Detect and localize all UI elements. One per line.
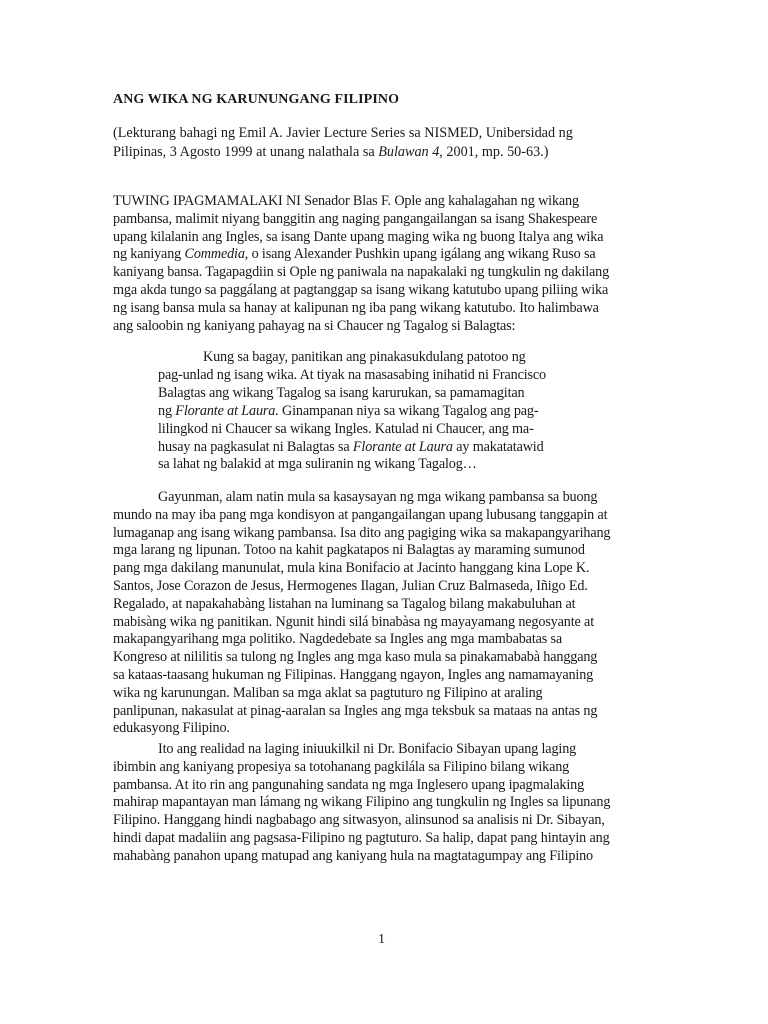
text-line: upang kilalanin ang Ingles, sa isang Dante upang maging wika ng buong Italya ang wika: [113, 228, 604, 245]
text-line: Regalado, at napakahabàng listahan na luminang sa Tagalog bilang makabuluhan at: [113, 595, 576, 612]
paragraph-3: [113, 741, 658, 866]
paragraph-1: [113, 193, 658, 335]
text-line: pambansa. At ito rin ang pangunahing sandata ng mga Inglesero upang ipagmalaking: [113, 776, 585, 793]
text-line: mga larang ng lipunan. Totoo na kahit pagkatapos ni Balagtas ay maraming sumunod: [113, 542, 585, 559]
text-line: mahirap mapantayan man lámang ng wikang Filipino ang tungkulin ng Ingles sa lipunang: [113, 794, 611, 811]
text-line: mundo na may iba pang mga kondisyon at pangangailangan upang lubusang tanggapin at: [113, 506, 608, 523]
text-line: Santos, Jose Corazon de Jesus, Hermogenes Ilagan, Julian Cruz Balmaseda, Iñigo Ed.: [113, 577, 588, 594]
text-line: pang mga dakilang manunulat, mula kina Bonifacio at Jacinto hanggang kina Lope K.: [113, 560, 590, 577]
quote-line: husay na pagkasulat ni Balagtas sa Florante at Laura ay makatatawid: [158, 438, 544, 455]
subtitle-line: Pilipinas, 3 Agosto 1999 at unang nalathala sa Bulawan 4, 2001, mp. 50-63.): [113, 143, 549, 160]
publication-title: Bulawan 4: [378, 143, 440, 160]
quote-line: pag-unlad ng isang wika. At tiyak na masasabing inihatid ni Francisco: [158, 366, 547, 383]
quote-line: sa lahat ng balakid at mga suliranin ng wikang Tagalog…: [158, 456, 477, 473]
text-line: hindi dapat madaliin ang pagsasa-Filipino ng pagtuturo. Sa halip, dapat pang hintayin ang: [113, 829, 610, 846]
quote-line: Balagtas ang wikang Tagalog sa isang karurukan, sa pamamagitan: [158, 384, 525, 401]
text-line: kaniyang bansa. Tagapagdiin si Ople ng paniwala na napakalaki ng tungkulin ng dakilang: [113, 264, 610, 281]
text-line: lumaganap ang isang wikang pambansa. Isa dito ang pagiging wika sa makapangyarihang: [113, 524, 611, 541]
quote-line: lilingkod ni Chaucer sa wikang Ingles. Katulad ni Chaucer, ang ma-: [158, 420, 534, 437]
document-subtitle: [113, 124, 658, 161]
text-line: sa kataas-taasang hukuman ng Filipinas. Hanggang ngayon, Ingles ang namamayaning: [113, 666, 594, 683]
text-line: Kongreso at nililitis sa tulong ng Ingles ang mga kaso mula sa pinakamababà hanggang: [113, 649, 598, 666]
document-title: ANG WIKA NG KARUNUNGANG FILIPINO: [113, 92, 400, 107]
text-line: Ito ang realidad na laging iniuukilkil ni Dr. Bonifacio Sibayan upang laging: [158, 741, 577, 757]
text-line: TUWING IPAGMAMALAKI NI Senador Blas F. Ople ang kahalagahan ng wikang: [113, 193, 579, 209]
text-line: ibimbin ang kaniyang propesiya sa totohanang pagkilála sa Filipino bilang wikang: [113, 758, 570, 775]
text-line: makapangyarihang mga politiko. Nagdedebate sa Ingles ang mga mambabatas sa: [113, 631, 563, 648]
italic-work-title: Florante at Laura.: [175, 402, 279, 419]
italic-work-title: Commedia: [184, 246, 245, 263]
paragraph-2: [113, 489, 658, 738]
page-number: 1: [378, 932, 385, 947]
quote-line: ng Florante at Laura. Ginampanan niya sa wikang Tagalog ang pag-: [158, 402, 539, 419]
quote-line: Kung sa bagay, panitikan ang pinakasukdulang patotoo ng: [203, 349, 526, 365]
text-line: mga akda tungo sa paggálang at pagtanggap sa isang wikang katutubo upang piliing wika: [113, 281, 609, 298]
text-line: edukasyong Filipino.: [113, 720, 230, 737]
text-line: ng kaniyang Commedia, o isang Alexander Pushkin upang igálang ang wikang Ruso sa: [113, 246, 596, 263]
text-line: mabisàng wika ng panitikan. Ngunit hindi silá binabàsa ng mayayamang negosyante at: [113, 613, 594, 630]
subtitle-line: (Lekturang bahagi ng Emil A. Javier Lecture Series sa NISMED, Unibersidad ng: [113, 125, 573, 141]
text-line: pambansa, malimit niyang banggitin ang naging pangangailangan sa isang Shakespeare: [113, 210, 598, 227]
text-line: Gayunman, alam natin mula sa kasaysayan ng mga wikang pambansa sa buong: [158, 489, 598, 505]
text-line: Filipino. Hanggang hindi nagbabago ang sitwasyon, alinsunod sa analisis ni Dr. Sibayan,: [113, 812, 605, 829]
text-line: ng isang bansa mula sa hanay at kalipunan ng iba pang wikang katutubo. Ito halimbawa: [113, 299, 599, 316]
text-line: ang saloobin ng kaniyang pahayag na si Chaucer ng Tagalog si Balagtas:: [113, 317, 516, 334]
text-line: panlipunan, nakasulat at pinag-aaralan sa Ingles ang mga teksbuk sa mataas na antas ng: [113, 702, 598, 719]
italic-work-title: Florante at Laura: [352, 438, 453, 455]
text-line: mahabàng panahon upang matupad ang kaniyang hula na magtatagumpay ang Filipino: [113, 847, 593, 864]
block-quote: [158, 349, 578, 474]
text-line: wika ng karunungan. Maliban sa mga aklat sa pagtuturo ng Filipino at araling: [113, 684, 543, 701]
